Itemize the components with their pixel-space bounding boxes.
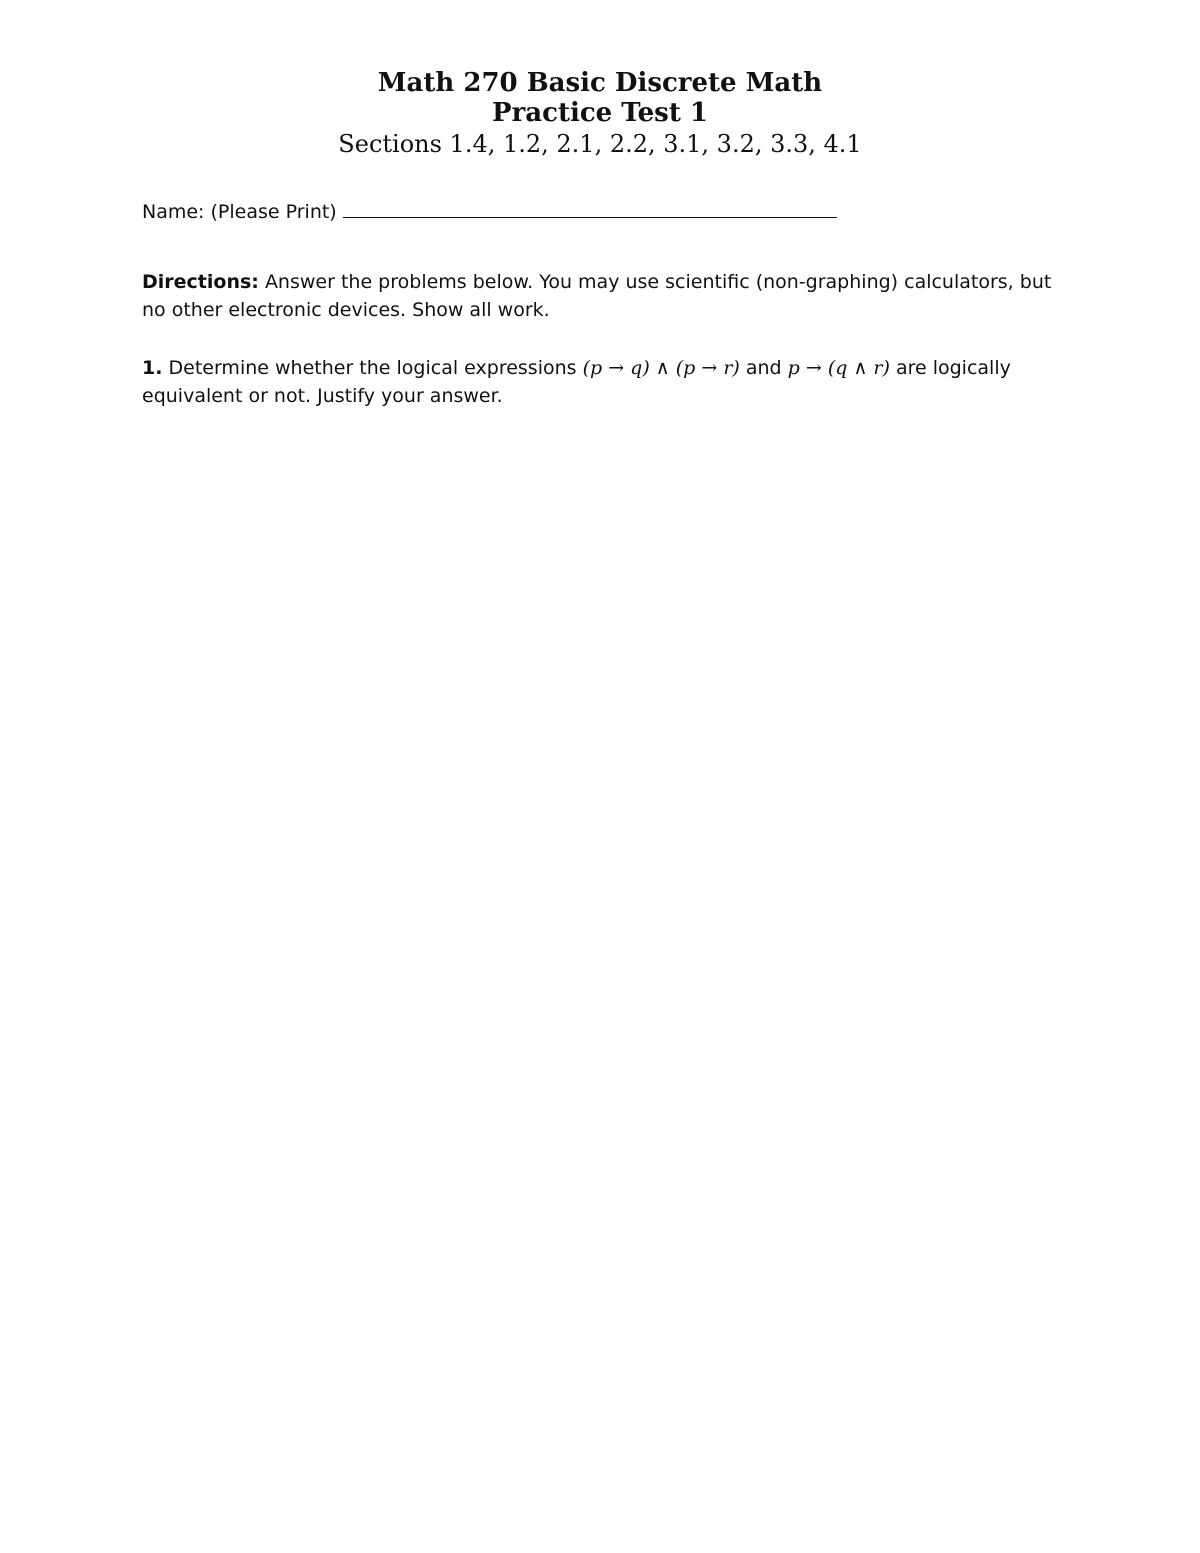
exam-header [0, 68, 1200, 160]
problem-connector: and [745, 357, 782, 379]
directions-text: Answer the problems below. You may use scientific (non-graphing) calculators, but no other electronic devices. Show all work. [142, 271, 1052, 321]
problem-text-before: Determine whether the logical expressions [168, 357, 577, 379]
exam-subtitle: Practice Test 1 [492, 98, 708, 128]
problem-expression-2: p → (q ∧ r) [787, 357, 890, 379]
directions-label: Directions: [142, 271, 259, 293]
problem-text-after: are logically equivalent or not. Justify your answer. [142, 357, 1011, 407]
directions-paragraph [142, 268, 1062, 324]
problem-expression-1: (p → q) ∧ (p → r) [582, 357, 740, 379]
problem-1 [142, 354, 1062, 410]
exam-sections: Sections 1.4, 1.2, 2.1, 2.2, 3.1, 3.2, 3.3, 4.1 [338, 130, 862, 158]
exam-title: Math 270 Basic Discrete Math [377, 68, 823, 98]
name-field-label: Name: (Please Print) [142, 201, 337, 223]
problem-number: 1. [142, 357, 163, 379]
name-field [142, 198, 837, 226]
name-blank-line[interactable] [343, 199, 837, 218]
